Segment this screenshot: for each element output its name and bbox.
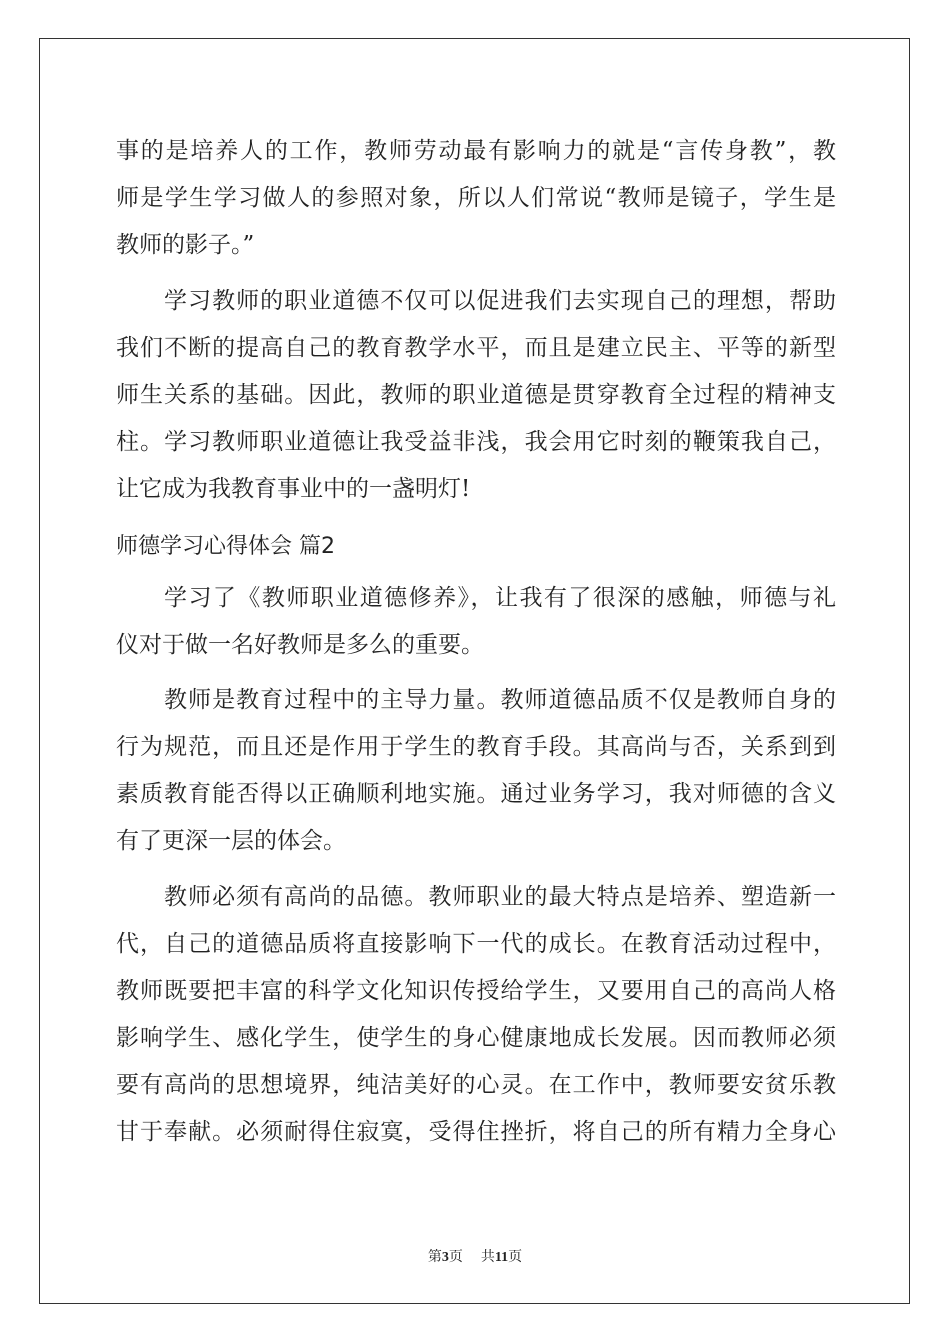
paragraph-first-line: 教师必须有高尚的品德。教师职业的最大特点是培养、塑造新一 — [164, 884, 836, 910]
text-line: 我们不断的提高自己的教育教学水平，而且是建立民主、平等的新型 — [116, 335, 836, 361]
text-line: 影响学生、感化学生，使学生的身心健康地成长发展。因而教师必须 — [116, 1025, 836, 1051]
text-line: 教师既要把丰富的科学文化知识传授给学生，又要用自己的高尚人格 — [116, 978, 836, 1004]
total-prefix: 共 — [480, 1250, 495, 1265]
paragraph-first-line: 学习教师的职业道德不仅可以促进我们去实现自己的理想，帮助 — [164, 288, 836, 314]
total-suffix: 页 — [508, 1250, 523, 1265]
text-line: 仪对于做一名好教师是多么的重要。 — [116, 632, 484, 658]
text-line: 甘于奉献。必须耐得住寂寞，受得住挫折，将自己的所有精力全身心 — [116, 1119, 836, 1145]
text-line: 事的是培养人的工作，教师劳动最有影响力的就是“言传身教”，教 — [116, 138, 836, 164]
page-footer — [0, 1246, 950, 1266]
section-heading: 师德学习心得体会 篇2 — [116, 534, 335, 559]
text-line: 素质教育能否得以正确顺利地实施。通过业务学习，我对师德的含义 — [116, 781, 836, 807]
page-prefix: 第 — [427, 1250, 442, 1265]
paragraph-first-line: 学习了《教师职业道德修养》，让我有了很深的感触，师德与礼 — [164, 585, 836, 611]
text-line: 代，自己的道德品质将直接影响下一代的成长。在教育活动过程中， — [116, 931, 836, 957]
text-line: 师是学生学习做人的参照对象，所以人们常说“教师是镜子，学生是 — [116, 185, 836, 211]
text-line: 要有高尚的思想境界，纯洁美好的心灵。在工作中，教师要安贫乐教 — [116, 1072, 836, 1098]
total-pages: 11 — [494, 1250, 509, 1265]
text-line: 让它成为我教育事业中的一盏明灯! — [116, 476, 471, 502]
paragraph-first-line: 教师是教育过程中的主导力量。教师道德品质不仅是教师自身的 — [164, 687, 836, 713]
page-number: 3 — [441, 1250, 449, 1265]
text-line: 有了更深一层的体会。 — [116, 828, 346, 854]
text-line: 行为规范，而且还是作用于学生的教育手段。其高尚与否，关系到到 — [116, 734, 836, 760]
page-suffix: 页 — [448, 1250, 463, 1265]
text-line: 柱。学习教师职业道德让我受益非浅，我会用它时刻的鞭策我自己， — [116, 429, 836, 455]
text-line: 教师的影子。” — [116, 232, 255, 258]
text-line: 师生关系的基础。因此，教师的职业道德是贯穿教育全过程的精神支 — [116, 382, 836, 408]
